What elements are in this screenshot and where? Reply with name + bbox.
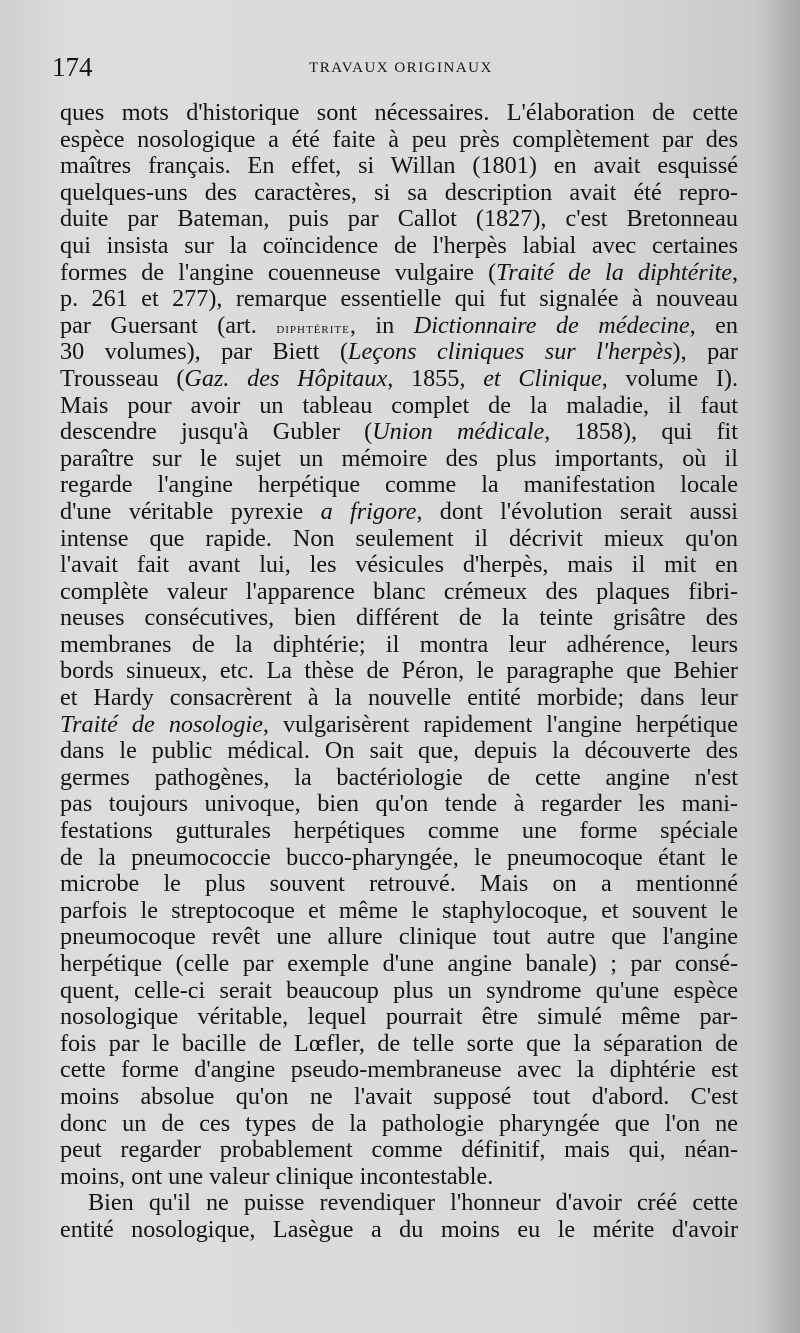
text-segment: , dont l'évolution serait aussi [416, 498, 738, 525]
text-line [60, 632, 738, 659]
text-segment: pas toujours univoque, bien qu'on tende à regarder les mani- [60, 791, 738, 818]
text-segment: ques mots d'historique sont nécessaires. L'élaboration de cette [60, 100, 738, 126]
running-title: TRAVAUX ORIGINAUX [309, 60, 493, 76]
text-segment: Bien qu'il ne puisse revendiquer l'honneur d'avoir créé cette [88, 1190, 738, 1217]
text-segment: , en [689, 312, 738, 339]
text-segment: duite par Bateman, puis par Callot (1827), c'est Bretonneau [60, 206, 738, 233]
italic-text: Traité de nosologie [60, 711, 263, 738]
text-segment: cette forme d'angine pseudo-membraneuse avec la diphtérie est [60, 1057, 738, 1084]
text-segment: bords sinueux, etc. La thèse de Péron, le paragraphe que Behier [60, 658, 738, 685]
page-number: 174 [52, 52, 93, 82]
text-segment: regarde l'angine herpétique comme la manifestation locale [60, 472, 738, 499]
text-line [60, 1164, 738, 1191]
text-segment: qui insista sur la coïncidence de l'herpès labial avec certaines [60, 232, 738, 259]
text-line [60, 1217, 738, 1244]
text-segment: de la pneumococcie bucco-pharyngée, le pneumocoque étant le [60, 844, 738, 871]
text-segment: peut regarder probablement comme définitif, mais qui, néan- [60, 1137, 738, 1164]
text-line [60, 1190, 738, 1217]
text-segment: , volume I). [601, 365, 738, 392]
text-line [60, 845, 738, 872]
text-segment: et Hardy consacrèrent à la nouvelle entité morbide; dans leur [60, 685, 738, 712]
text-segment: quent, celle-ci serait beaucoup plus un syndrome qu'une espèce [60, 977, 738, 1004]
text-line [60, 871, 738, 898]
text-segment: Trousseau ( [60, 365, 185, 392]
text-segment: complète valeur l'apparence blanc crémeux des plaques fibri- [60, 578, 738, 605]
text-segment: pneumocoque revêt une allure clinique tout autre que l'angine [60, 924, 738, 951]
text-line [60, 765, 738, 792]
text-line [60, 313, 738, 340]
text-segment: germes pathogènes, la bactériologie de cette angine n'est [60, 764, 738, 791]
italic-text: Leçons cliniques sur l'herpès [348, 339, 673, 366]
italic-text: Union médicale [372, 419, 545, 446]
text-segment: microbe le plus souvent retrouvé. Mais on a mentionné [60, 871, 738, 898]
italic-text: Dictionnaire de médecine [413, 312, 690, 339]
text-segment: Mais pour avoir un tableau complet de la maladie, il faut [60, 392, 738, 419]
text-line [60, 1084, 738, 1111]
text-segment: formes de l'angine couenneuse vulgaire ( [60, 259, 497, 286]
text-segment: , vulgarisèrent rapidement l'angine herpétique [262, 711, 738, 738]
text-line [60, 499, 738, 526]
text-segment: 30 volumes), par Biett ( [60, 339, 349, 366]
small-caps-text: diphtérite [276, 319, 350, 337]
text-segment: dans le public médical. On sait que, depuis la découverte des [60, 738, 738, 765]
page-edge-shadow [760, 0, 800, 1333]
text-line [60, 1004, 738, 1031]
text-line [60, 127, 738, 154]
text-line [60, 552, 738, 579]
text-segment: , 1855, [387, 365, 484, 392]
text-line [60, 1111, 738, 1138]
text-line [60, 712, 738, 739]
text-segment: p. 261 et 277), remarque essentielle qui fut signalée à nouveau [60, 286, 738, 313]
text-line [60, 526, 738, 553]
text-line [60, 605, 738, 632]
text-segment: moins, ont une valeur clinique incontestable. [60, 1163, 494, 1190]
italic-text: a frigore [320, 498, 417, 525]
text-line [60, 286, 738, 313]
text-segment: festations gutturales herpétiques comme une forme spéciale [60, 818, 738, 845]
text-line [60, 260, 738, 287]
text-line [60, 419, 738, 446]
text-segment: donc un de ces types de la pathologie pharyngée que l'on ne [60, 1110, 738, 1137]
text-segment: herpétique (celle par exemple d'une angine banale) ; par consé- [60, 951, 738, 977]
text-line [60, 206, 738, 233]
text-line [60, 393, 738, 420]
text-line [60, 579, 738, 606]
text-segment: quelques-uns des caractères, si sa description avait été repro- [60, 179, 738, 206]
text-line [60, 818, 738, 845]
italic-text: Gaz. des Hôpitaux [184, 365, 388, 392]
text-line [60, 1031, 738, 1058]
text-line [60, 951, 738, 978]
text-segment: ), par [672, 339, 738, 366]
text-line [60, 472, 738, 499]
text-segment: descendre jusqu'à Gubler ( [60, 419, 373, 446]
text-segment: , in [349, 312, 414, 339]
text-segment: , 1858), qui fit [544, 419, 738, 446]
text-line [60, 685, 738, 712]
text-segment: parfois le streptocoque et même le staphylocoque, et souvent le [60, 897, 738, 924]
text-line [60, 1057, 738, 1084]
text-segment: l'avait fait avant lui, les vésicules d'herpès, mais il mit en [60, 552, 738, 579]
italic-text: Traité de la diphtérite [496, 259, 732, 286]
text-line [60, 898, 738, 925]
text-segment: neuses consécutives, bien différent de la teinte grisâtre des [60, 605, 738, 632]
italic-text: et Clinique [483, 365, 602, 392]
text-segment: membranes de la diphtérie; il montra leur adhérence, leurs [60, 631, 738, 658]
text-segment: d'une véritable pyrexie [60, 498, 321, 525]
text-segment: maîtres français. En effet, si Willan (1801) en avait esquissé [60, 153, 738, 180]
text-line [60, 233, 738, 260]
text-line [60, 791, 738, 818]
text-line [60, 153, 738, 180]
text-line [60, 339, 738, 366]
text-segment: paraître sur le sujet un mémoire des plus importants, où il [60, 445, 738, 472]
body-text [60, 100, 738, 1244]
text-segment: , [731, 259, 738, 286]
text-segment: nosologique véritable, lequel pourrait être simulé même par- [60, 1004, 738, 1031]
text-line [60, 180, 738, 207]
text-line [60, 978, 738, 1005]
text-segment: fois par le bacille de Lœfler, de telle sorte que la séparation de [60, 1030, 738, 1057]
text-line [60, 658, 738, 685]
text-segment: moins absolue qu'on ne l'avait supposé tout d'abord. C'est [60, 1083, 738, 1110]
text-segment: par Guersant (art. [60, 312, 277, 339]
text-line [60, 738, 738, 765]
text-line [60, 446, 738, 473]
text-line [60, 366, 738, 393]
text-line [60, 1137, 738, 1164]
text-segment: intense que rapide. Non seulement il décrivit mieux qu'on [60, 525, 738, 552]
text-line [60, 100, 738, 127]
text-line [60, 924, 738, 951]
text-segment: entité nosologique, Lasègue a du moins eu le mérite d'avoir [60, 1216, 738, 1243]
text-segment: espèce nosologique a été faite à peu près complètement par des [60, 126, 738, 153]
page-header [52, 52, 750, 92]
